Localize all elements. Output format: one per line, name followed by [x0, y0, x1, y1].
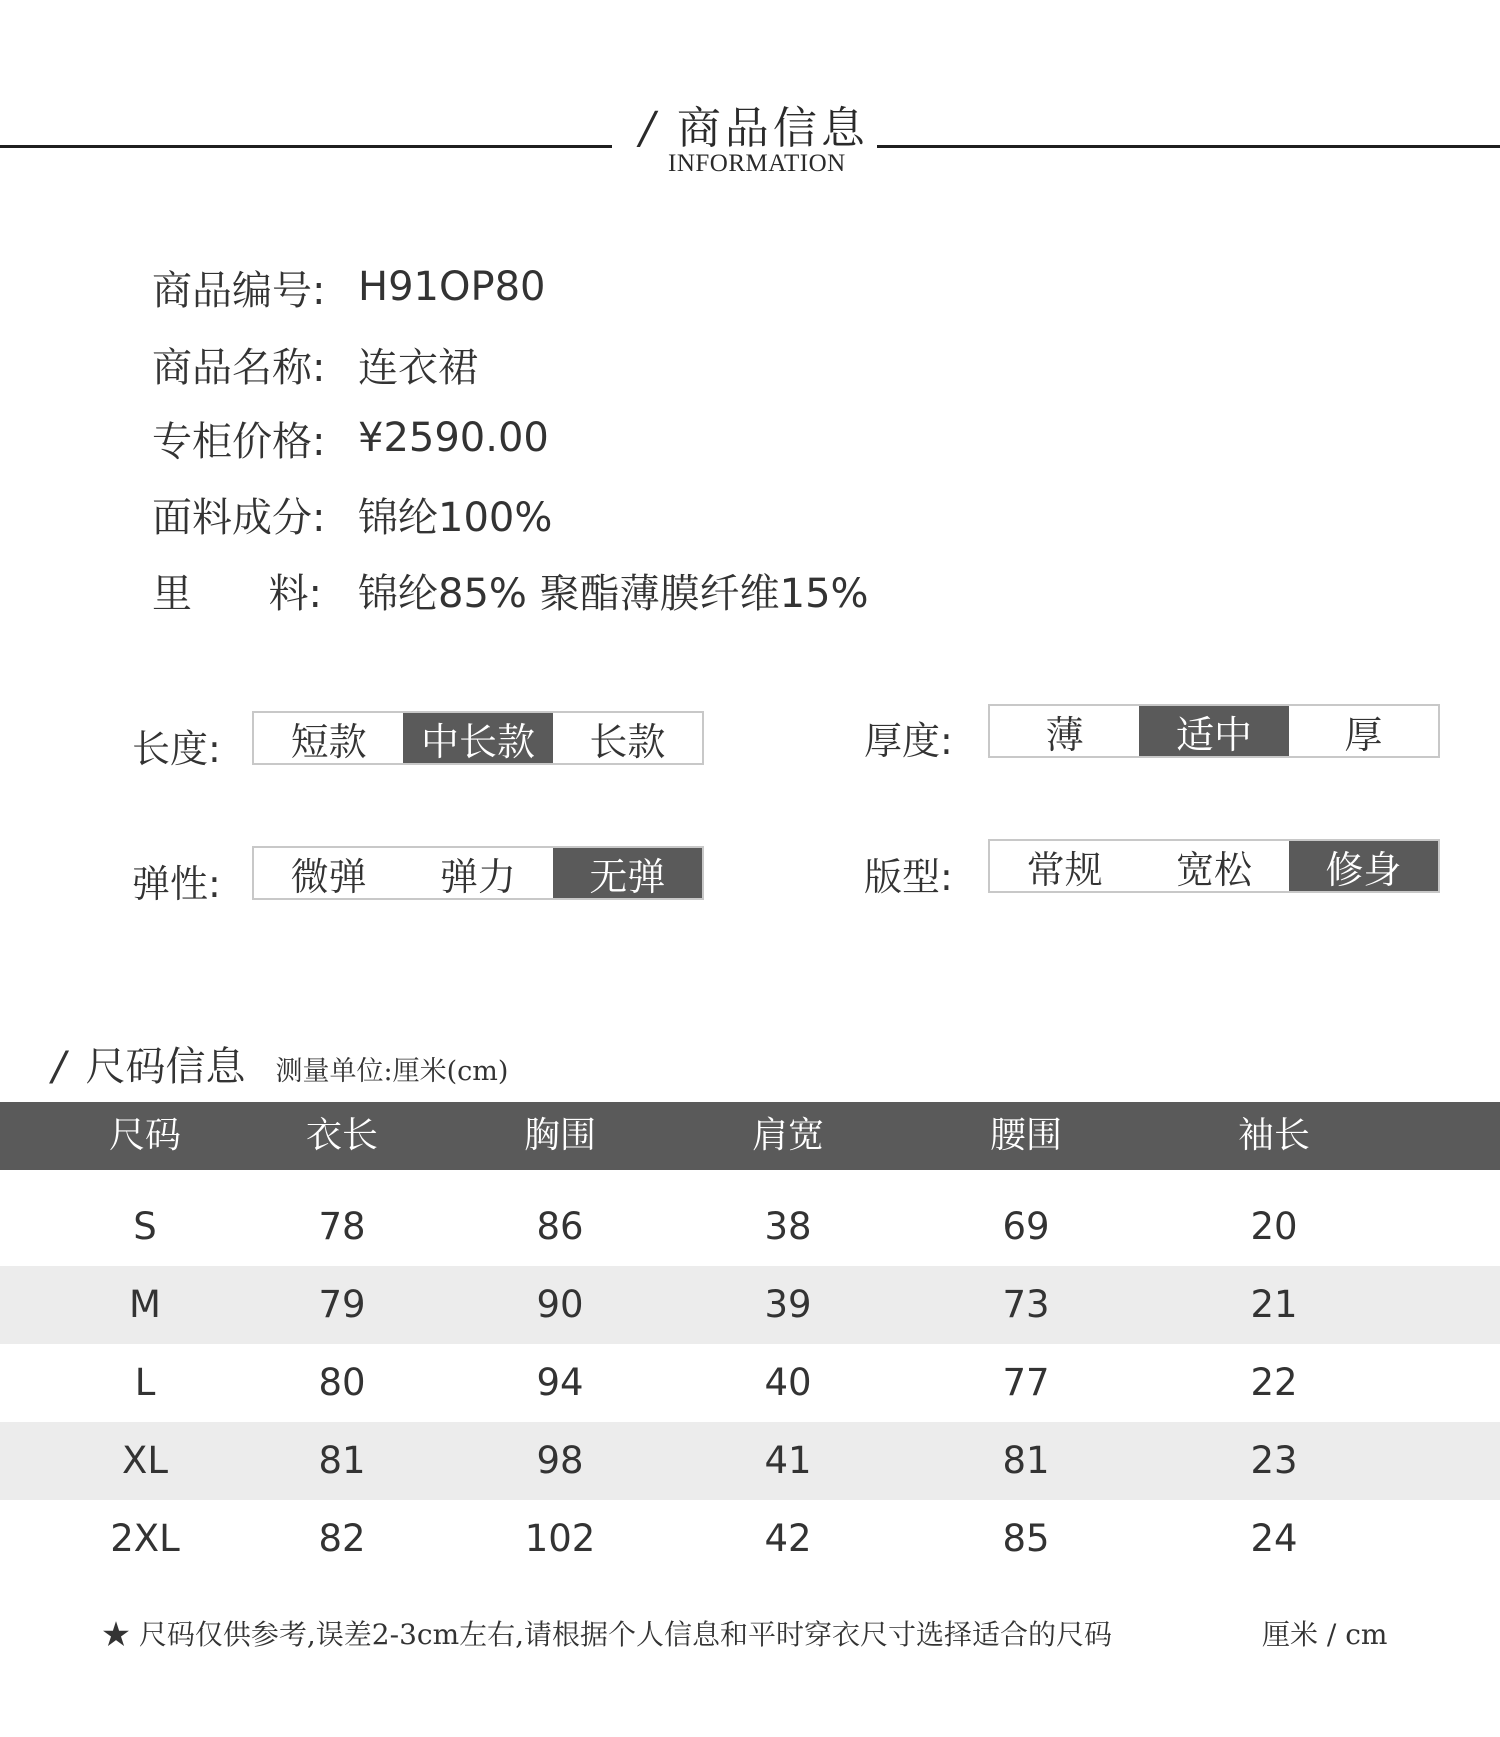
attr-selector-thickness	[988, 704, 1440, 758]
attr-label-fit: 版型:	[864, 855, 953, 899]
size-table-col-header: 胸围	[523, 1115, 597, 1156]
attr-option[interactable]: 微弹	[290, 854, 367, 899]
attr-option[interactable]: 长款	[589, 719, 666, 764]
section-title-size-info	[52, 1035, 508, 1092]
info-row-price	[152, 408, 549, 468]
table-cell: 81	[1002, 1439, 1050, 1482]
title-slash: /	[640, 103, 659, 154]
attr-option[interactable]: 宽松	[1175, 847, 1252, 892]
info-row-product-name	[152, 334, 478, 394]
table-row	[0, 1188, 1500, 1266]
info-label: 专柜价格:	[152, 418, 326, 465]
section-subtitle: INFORMATION	[668, 150, 846, 177]
attr-selector-length	[252, 711, 704, 765]
info-label-part: 料:	[268, 570, 322, 617]
table-cell: 85	[1002, 1517, 1050, 1560]
attr-option[interactable]: 弹力	[439, 854, 516, 899]
attr-selector-elasticity	[252, 846, 704, 900]
info-value: H91OP80	[358, 264, 546, 310]
info-row-product-code	[152, 257, 545, 317]
info-value: ¥2590.00	[358, 415, 549, 461]
table-cell: 21	[1250, 1283, 1298, 1326]
table-cell: 90	[536, 1283, 584, 1326]
table-cell: M	[129, 1283, 161, 1326]
table-cell: 42	[764, 1517, 812, 1560]
table-cell: 40	[764, 1361, 812, 1404]
unit-note: 测量单位:厘米(cm)	[275, 1056, 509, 1087]
info-value: 锦纶100%	[358, 494, 553, 541]
attr-label-length: 长度:	[132, 727, 221, 771]
table-cell: 69	[1002, 1205, 1050, 1248]
attr-option[interactable]: 无弹	[553, 848, 702, 898]
attr-selector-fit	[988, 839, 1440, 893]
table-cell: 81	[318, 1439, 366, 1482]
info-label-part: 里	[152, 570, 192, 617]
table-cell: 73	[1002, 1283, 1050, 1326]
attr-option[interactable]: 厚	[1344, 712, 1383, 757]
attr-label-thickness: 厚度:	[864, 719, 953, 763]
table-cell: 86	[536, 1205, 584, 1248]
section-title-product-info	[640, 92, 869, 156]
attr-option[interactable]: 修身	[1289, 841, 1438, 891]
table-cell: 94	[536, 1361, 584, 1404]
attr-option[interactable]: 薄	[1045, 712, 1084, 757]
info-label: 面料成分:	[152, 494, 326, 541]
table-row	[0, 1422, 1500, 1500]
attr-option[interactable]: 短款	[290, 719, 367, 764]
table-cell: 41	[764, 1439, 812, 1482]
info-label	[152, 562, 358, 619]
header-rule-left	[0, 145, 612, 148]
table-cell: 82	[318, 1517, 366, 1560]
table-cell: S	[133, 1205, 157, 1248]
attr-label-elasticity: 弹性:	[132, 862, 221, 906]
table-cell: 77	[1002, 1361, 1050, 1404]
table-cell: 78	[318, 1205, 366, 1248]
table-cell: 39	[764, 1283, 812, 1326]
footer-unit: 厘米 / cm	[1262, 1618, 1388, 1651]
info-row-lining	[152, 560, 869, 620]
size-table-header	[0, 1102, 1500, 1170]
title-text: 尺码信息	[85, 1044, 246, 1090]
table-cell: 22	[1250, 1361, 1298, 1404]
table-cell: XL	[122, 1439, 168, 1482]
table-cell: 23	[1250, 1439, 1298, 1482]
title-slash: /	[52, 1044, 66, 1090]
title-text: 商品信息	[676, 103, 869, 154]
info-label: 商品编号:	[152, 267, 326, 314]
attr-option[interactable]: 中长款	[403, 713, 552, 763]
info-row-fabric	[152, 484, 552, 544]
info-value: 锦纶85% 聚酯薄膜纤维15%	[358, 570, 869, 617]
size-table-col-header: 肩宽	[751, 1115, 825, 1156]
attr-option[interactable]: 常规	[1026, 847, 1103, 892]
attr-option[interactable]: 适中	[1139, 706, 1288, 756]
size-table-col-header: 袖长	[1237, 1115, 1311, 1156]
table-cell: 2XL	[110, 1517, 180, 1560]
info-value: 连衣裙	[358, 344, 478, 391]
table-cell: 24	[1250, 1517, 1298, 1560]
table-cell: 80	[318, 1361, 366, 1404]
table-cell: 79	[318, 1283, 366, 1326]
table-cell: 38	[764, 1205, 812, 1248]
size-table-col-header: 衣长	[305, 1115, 379, 1156]
table-cell: 20	[1250, 1205, 1298, 1248]
table-cell: 98	[536, 1439, 584, 1482]
size-table-col-header: 腰围	[989, 1115, 1063, 1156]
table-cell: L	[134, 1361, 156, 1404]
info-label: 商品名称:	[152, 344, 326, 391]
table-cell: 102	[524, 1517, 596, 1560]
size-table-col-header: 尺码	[108, 1115, 182, 1156]
table-row	[0, 1266, 1500, 1344]
footer-note: ★ 尺码仅供参考,误差2-3cm左右,请根据个人信息和平时穿衣尺寸选择适合的尺码	[102, 1618, 1113, 1651]
table-row	[0, 1500, 1500, 1578]
table-row	[0, 1344, 1500, 1422]
header-rule-right	[877, 145, 1500, 148]
